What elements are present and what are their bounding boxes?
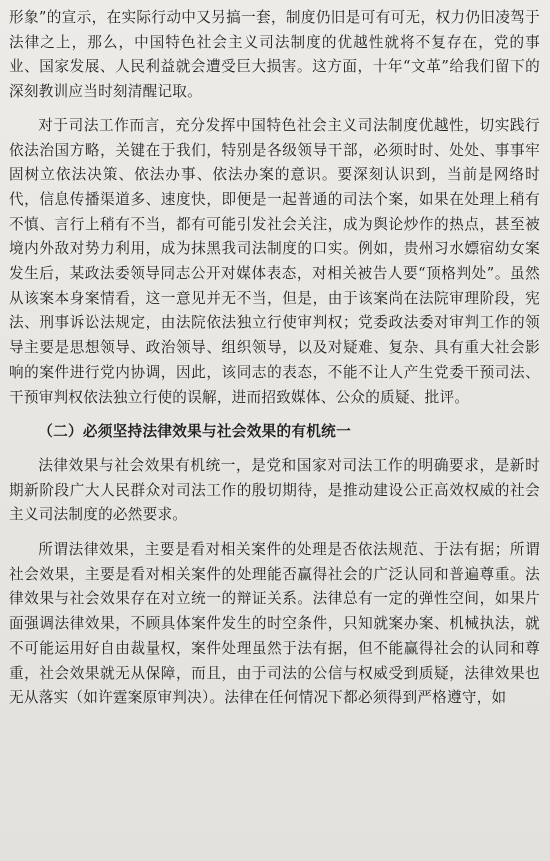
paragraph-spacer (9, 410, 540, 420)
paragraph-spacer (9, 445, 540, 454)
paragraph-3: 法律效果与社会效果有机统一，是党和国家对司法工作的明确要求，是新时期新阶段广大人民群众对司法工作的殷切期待，是推动建设公正高效权威的社会主义司法制度的必然要求。 (9, 456, 540, 524)
paragraph-4: 所谓法律效果，主要是看对相关案件的处理是否依法规范、于法有据；所谓社会效果，主要是看对相关案件的处理能否赢得社会的广泛认同和普遍尊重。法律效果与社会效果存在对立统一的辩证关系。法律总有一定的弹性空间，如果片面强调法律效果，不顾具体案件发生的时空条件，只知就案办案、机械执法，就不可能运用好自由裁量权，案件处理虽然于法有据，但不能赢得社会的认同和尊重，社会效果就无从保障，而且，由于司法的公信与权威受到质疑，法律效果也无从落实（如许霆案原审判决）。法律在任何情况下都必须得到严格遵守，如 (9, 541, 540, 707)
section-heading: （二）必须坚持法律效果与社会效果的有机统一 (38, 423, 351, 441)
paragraph-1: 形象”的宣示，在实际行动中又另搞一套，制度仍旧是可有可无，权力仍旧凌驾于法律之上，那么，中国特色社会主义司法制度的优越性就将不复存在，党的事业、国家发展、人民利益就会遭受巨大损害。这方面，十年“文革”给我们留下的深刻教训应当时刻清醒记取。 (9, 9, 540, 101)
paragraph-spacer (9, 105, 540, 114)
paragraph-2: 对于司法工作而言，充分发挥中国特色社会主义司法制度优越性，切实践行依法治国方略，关键在于我们，特别是各级领导干部，必须时时、处处、事事牢固树立依法决策、依法办事、依法办案的意识。要深刻认识到，当前是网络时代，信息传播渠道多、速度快，即便是一起普通的司法个案，如果在处理上稍有不慎、言行上稍有不当，都有可能引发社会关注，成为舆论炒作的热点，甚至被境内外敌对势力利用，成为抹黑我司法制度的口实。例如，贵州习水嫖宿幼女案发生后，某政法委领导同志公开对媒体表态，对相关被告人要“顶格判处”。虽然从该案本身案情看，这一意见并无不当，但是，由于该案尚在法院审理阶段，宪法、刑事诉讼法规定，由法院依法独立行使审判权；党委政法委对审判工作的领导主要是思想领导、政治领导、组织领导，以及对疑难、复杂、具有重大社会影响的案件进行党内协调，因此，该同志的表态，不能不让人产生党委干预司法、干预审判权依法独立行使的误解，进而招致媒体、公众的质疑、批评。 (9, 116, 540, 406)
paragraph-spacer (9, 528, 540, 538)
